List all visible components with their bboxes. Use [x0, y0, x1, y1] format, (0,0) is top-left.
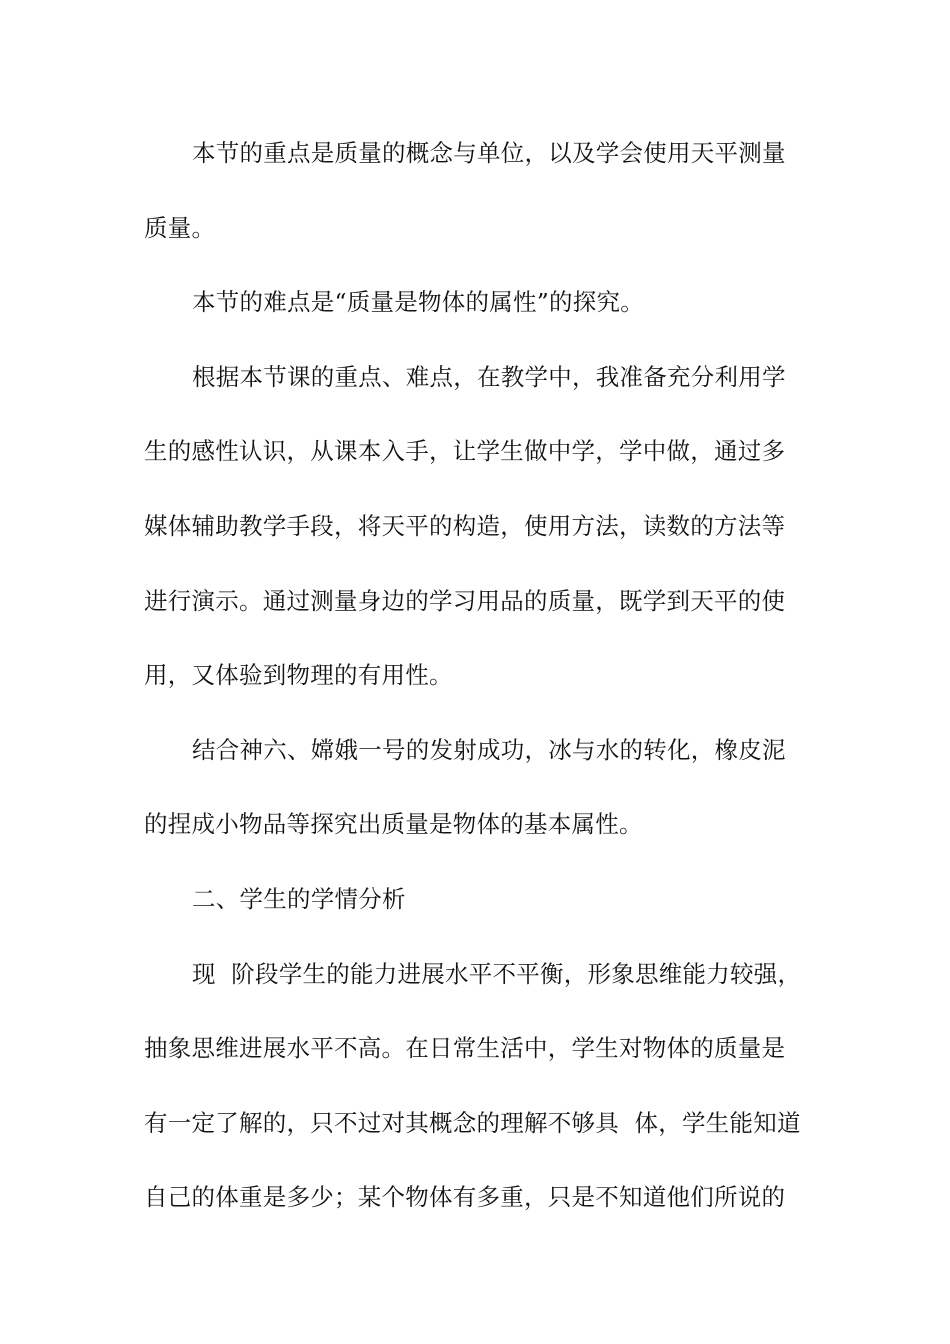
paragraph-line: 质量。	[144, 213, 216, 242]
paragraph-line: 根据本节课的重点、难点，在教学中，我准备充分利用学	[192, 362, 786, 391]
paragraph-line: 用，又体验到物理的有用性。	[144, 661, 453, 690]
document-body	[144, 128, 814, 1247]
paragraph-line: 结合神六、嫦娥一号的发射成功，冰与水的转化，橡皮泥	[192, 735, 786, 764]
paragraph-line: 媒体辅助教学手段，将天平的构造，使用方法，读数的方法等	[144, 511, 786, 540]
paragraph-line: 抽象思维进展水平不高。在日常生活中，学生对物体的质量是	[144, 1034, 786, 1063]
paragraph-line: 进行演示。通过测量身边的学习用品的质量，既学到天平的使	[144, 586, 786, 615]
paragraph-line: 现 阶段学生的能力进展水平不平衡，形象思维能力较强，	[192, 959, 802, 988]
paragraph-line: 生的感性认识，从课本入手，让学生做中学，学中做，通过多	[144, 437, 786, 466]
paragraph-line: 本节的难点是“质量是物体的属性”的探究。	[192, 288, 645, 317]
paragraph-line: 本节的重点是质量的概念与单位，以及学会使用天平测量	[192, 139, 786, 167]
paragraph-line: 有一定了解的，只不过对其概念的理解不够具 体，学生能知道	[144, 1108, 801, 1137]
section-heading: 二、学生的学情分析	[192, 884, 406, 913]
paragraph-line: 的捏成小物品等探究出质量是物体的基本属性。	[144, 810, 643, 839]
paragraph-line: 自己的体重是多少；某个物体有多重，只是不知道他们所说的	[144, 1183, 786, 1212]
